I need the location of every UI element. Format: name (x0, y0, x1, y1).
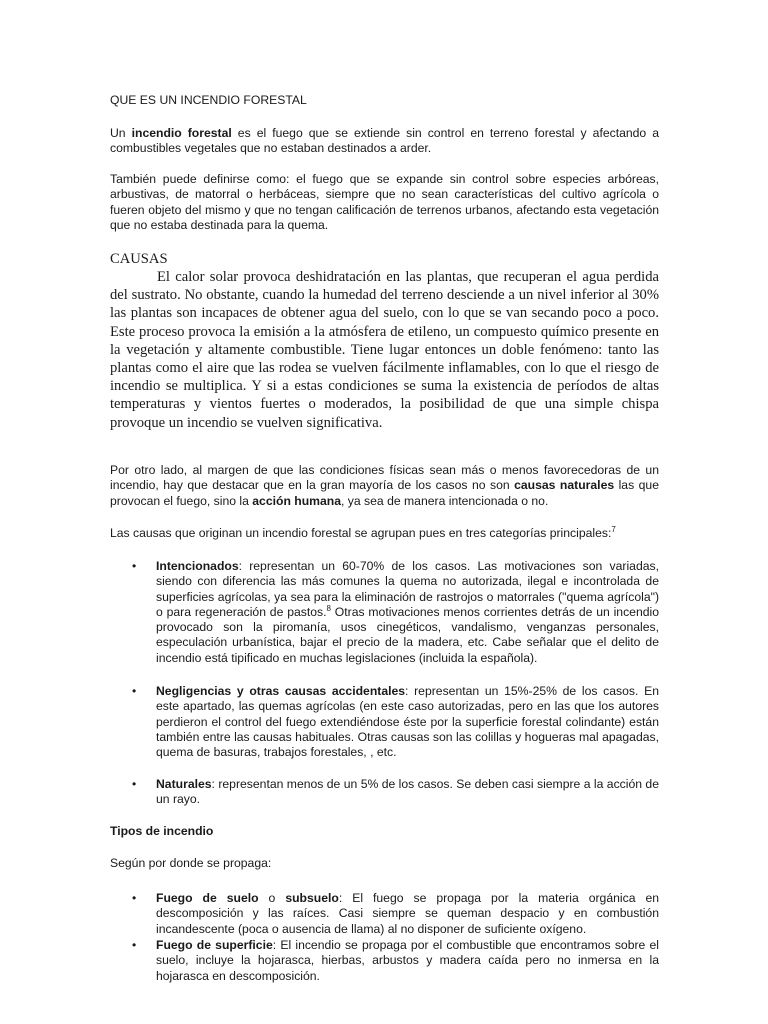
causes-heading: CAUSAS (110, 251, 168, 267)
bullet-icon: • (132, 559, 137, 573)
definition-paragraph: También puede definirse como: el fuego que se expande sin control sobre especies arbóreas, arbustivas, de matorral o herbáceas, siempre que no sean características del cultivo agrícola o fueren objeto del mismo y que no tengan calificación de terrenos urbanos, afectando esta vegetación que no estaba destinada para la quema. (110, 172, 659, 232)
intro-paragraph (110, 126, 659, 157)
types-intro: Según por donde se propaga: (110, 856, 272, 870)
causes-paragraph (110, 268, 659, 432)
footnote-ref: 7 (611, 524, 616, 534)
list-item-intencionados (156, 559, 659, 666)
list-item-text: : El fuego se propaga por la materia orgánica en descomposición y las raíces. Casi siempre se queman despacio y en combustión incandescente (poca o ausencia de llama) al no disponer de suficiente oxígeno. (156, 891, 660, 936)
bullet-icon: • (132, 891, 137, 905)
list-item-text: o (258, 891, 286, 905)
human-action-term: acción humana (252, 493, 342, 508)
categories-intro (110, 526, 659, 541)
footnote-ref: 8 (326, 603, 331, 613)
categories-intro-text: Las causas que originan un incendio forestal se agrupan pues en tres categorías principales: (110, 526, 612, 540)
list-item-text: : representan un 15%-25% de los casos. En este apartado, las quemas agrícolas (en este caso autorizadas, pero en las que los autores perdieron el control del fuego extendiéndose éste por la superficie forestal colindante) están también entre las causas habituales. Otras causas son las colillas y hogueras mal apagadas, quema de basuras, trabajos forestales, , etc. (156, 684, 659, 760)
list-item-term: Intencionados (156, 559, 239, 573)
list-item-text: : representan menos de un 5% de los casos. Se deben casi siempre a la acción de un rayo. (156, 777, 659, 807)
causes-body: El calor solar provoca deshidratación en las plantas, que recuperan el agua perdida del sustrato. No obstante, cuando la humedad del terreno desciende a un nivel inferior al 30% las plantas son incapaces de obtener agua del suelo, con lo que se van secando poco a poco. Este proceso provoca la emisión a la atmósfera de etileno, un compuesto químico presente en la vegetación y altamente combustible. Tiene lugar entonces un doble fenómeno: tanto las plantas como el aire que las rodea se vuelven fácilmente inflamables, con lo que el riesgo de incendio se multiplica. Y si a estas condiciones se suma la existencia de períodos de altas temperaturas y vientos fuertes o moderados, la posibilidad de que una simple chispa provoque un incendio se vuelven significativa. (110, 269, 659, 431)
list-item-text: : representan un 60-70% de los casos. Las motivaciones son variadas, siendo con diferencia las más comunes la quema no autorizada, ilegal e incontrolada de superficies agrícolas, ya sea para la eliminación de rastrojos o matorrales ("quema agrícola") o para regeneración de pastos. (156, 559, 659, 619)
natural-causes-term: causas naturales (514, 478, 615, 493)
document-title: QUE ES UN INCENDIO FORESTAL (110, 93, 307, 107)
list-item-term: Naturales (156, 777, 212, 791)
human-causes-paragraph (110, 463, 659, 509)
list-item-term: subsuelo (285, 891, 339, 905)
list-item-term: Fuego de superficie (156, 938, 273, 952)
list-item-text: Otras motivaciones menos corrientes detrás de un incendio provocado son la piromanía, usos cinegéticos, vandalismo, venganzas personales, especulación urbanística, bajar el precio de la madera, etc. Cabe señalar que el delito de incendio está tipificado en muchas legislaciones (incluida la española). (156, 604, 659, 665)
human-text: las que provocan el fuego, sino la (110, 478, 659, 508)
intro-text: Un (110, 126, 132, 140)
intro-text: es el fuego que se extiende sin control en terreno forestal y afectando a combustibles vegetales que no estaban destinados a arder. (110, 126, 659, 156)
human-text: Por otro lado, al margen de que las condiciones físicas sean más o menos favorecedoras de un incendio, hay que destacar que en la gran mayoría de los casos no son (110, 463, 659, 493)
list-item-text: : El incendio se propaga por el combustible que encontramos sobre el suelo, incluye la hojarasca, hierbas, arbustos y madera caída pero no inmersa en la hojarasca en descomposición. (156, 938, 659, 983)
bullet-icon: • (132, 938, 137, 952)
list-item-negligencias (156, 684, 659, 760)
list-item-fuego-superficie (156, 938, 659, 984)
types-heading (110, 824, 659, 839)
list-item-naturales (156, 777, 659, 808)
list-item-term: Negligencias y otras causas accidentales (156, 684, 406, 698)
list-item-fuego-suelo (156, 891, 659, 937)
list-item-term: Fuego de suelo (156, 891, 259, 905)
human-text: , ya sea de manera intencionada o no. (341, 493, 549, 508)
bullet-icon: • (132, 777, 137, 791)
bullet-icon: • (132, 684, 137, 698)
intro-term: incendio forestal (131, 126, 232, 140)
types-heading-text: Tipos de incendio (110, 824, 214, 838)
